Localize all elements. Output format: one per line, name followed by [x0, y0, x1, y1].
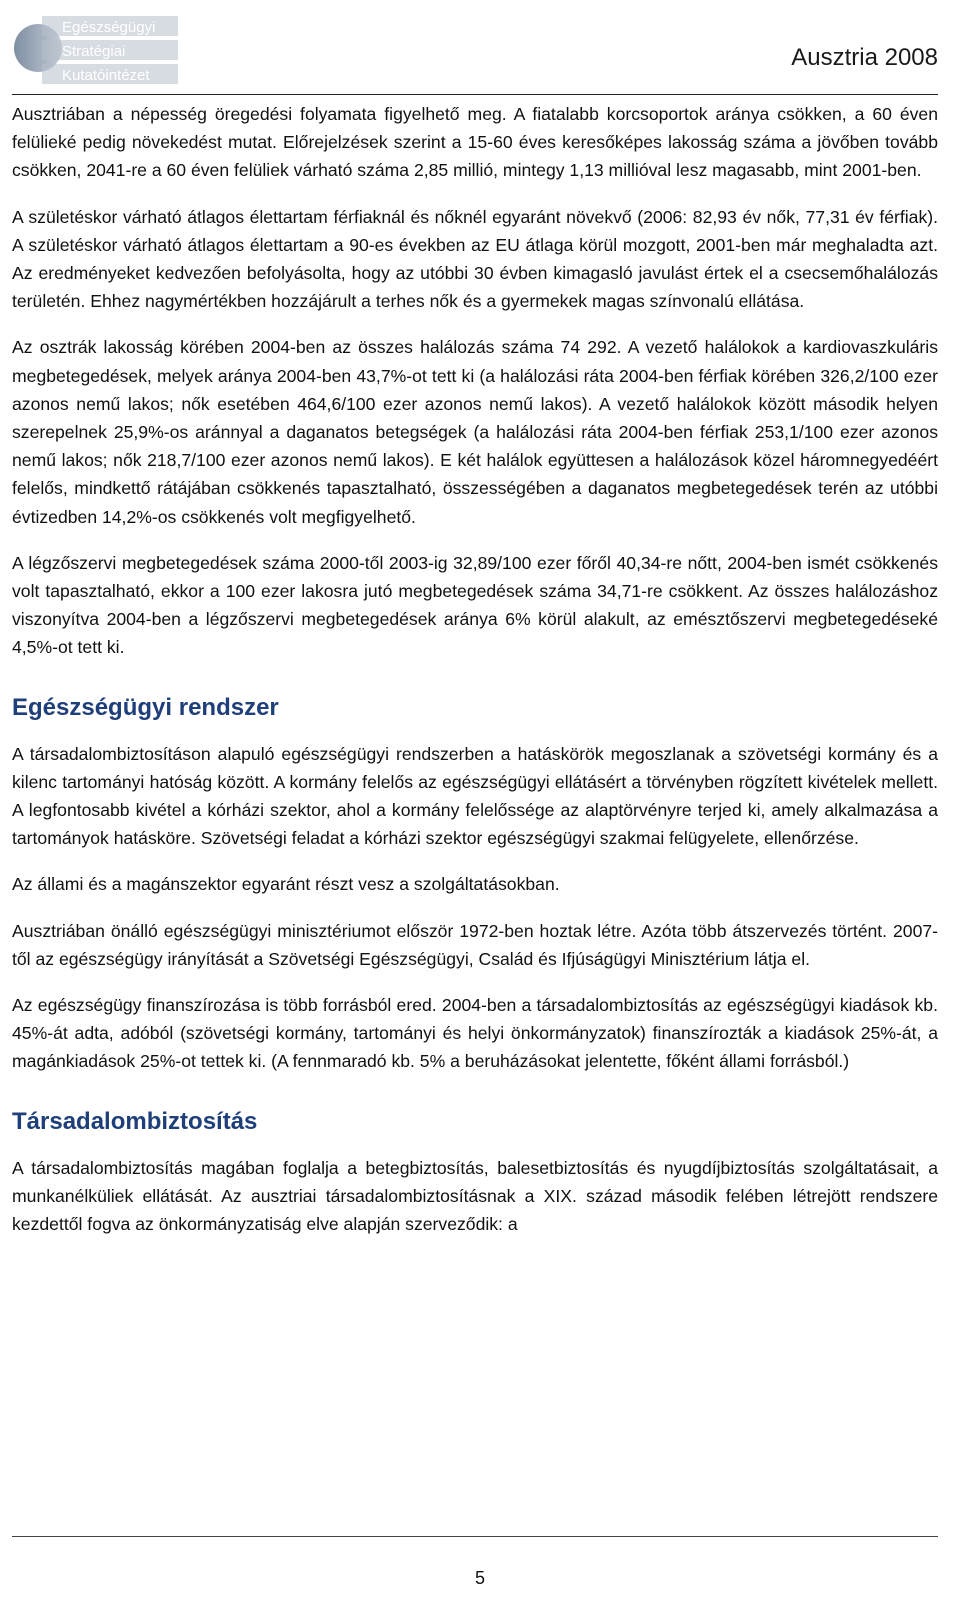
- header-divider: [12, 94, 938, 95]
- logo-line-2: Stratégiai: [62, 43, 126, 60]
- paragraph-health-system-1: A társadalombiztosításon alapuló egészségügyi rendszerben a hatáskörök megoszlanak a szövetségi kormány és a kilenc tartományi hatóság között. A kormány felelős az egészségügyi ellátásért a törvényben rögzített kivételek mellett. A legfontosabb kivétel a kórházi szektor, ahol a kormány felelőssége az alaptörvényre terjed ki, amely alkalmazása a tartományok hatásköre. Szövetségi feladat a kórházi szektor egészségügyi szakmai felügyelete, ellenőrzése.: [12, 743, 938, 849]
- page-number: 5: [474, 1568, 485, 1588]
- section-heading-social-insurance: Társadalombiztosítás: [12, 1107, 258, 1135]
- paragraph-aging: Ausztriában a népesség öregedési folyamata figyelhető meg. A fiatalabb korcsoportok aránya csökken, a 60 éven felülieké pedig növekedést mutat. Előrejelzések szerint a 15-60 éves keresőképes lakosság száma a jövőben tovább csökken, 2041-re a 60 éven felüliek várható száma 2,85 millió, mintegy 1,13 millióval lesz magasabb, mint 2001-ben.: [12, 104, 938, 181]
- header-country-year: Ausztria 2008: [791, 44, 938, 71]
- paragraph-health-system-2: Az állami és a magánszektor egyaránt részt vesz a szolgáltatásokban.: [12, 874, 560, 895]
- document-body: [12, 100, 938, 1256]
- paragraph-health-system-4: Az egészségügy finanszírozása is több forrásból ered. 2004-ben a társadalombiztosítás az egészségügyi kiadások kb. 45%-át adta, adóból (szövetségi kormány, tartományi és helyi önkormányzatok) finanszírozták a kiadások 25%-át, a magánkiadások 25%-ot tettek ki. (A fennmaradó kb. 5% a beruházásokat jelentette, főként állami forrásból.): [12, 995, 938, 1072]
- logo-line-1: Egészségügyi: [62, 19, 156, 36]
- paragraph-social-insurance-1: A társadalombiztosítás magában foglalja a betegbiztosítás, balesetbiztosítás és nyugdíjbiztosítás szolgáltatásait, a munkanélküliek ellátását. Az ausztriai társadalombiztosításnak a XIX. század második felében létrejött rendszere kezdettől fogva az önkormányzatiság elve alapján szerveződik: a: [12, 1157, 938, 1235]
- footer-divider: [12, 1536, 938, 1537]
- logo-line-3: Kutatóintézet: [62, 67, 150, 84]
- institute-logo: [12, 8, 182, 90]
- page-header: [0, 0, 960, 98]
- paragraph-life-expectancy: A születéskor várható átlagos élettartam férfiaknál és nőknél egyaránt növekvő (2006: 82,93 év nők, 77,31 év férfiak). A születéskor várható átlagos élettartam a 90-es években az EU átlaga körül mozgott, 2001-ben már meghaladta azt. Az eredményeket kedvezően befolyásolta, hogy az utóbbi 30 évben kimagasló javulást értek el a csecsemőhalálozás területén. Ehhez nagymértékben hozzájárult a terhes nők és a gyermekek magas színvonalú ellátása.: [12, 206, 938, 312]
- section-heading-health-system: Egészségügyi rendszer: [12, 693, 279, 721]
- paragraph-respiratory: A légzőszervi megbetegedések száma 2000-től 2003-ig 32,89/100 ezer főről 40,34-re nőtt, 2004-ben ismét csökkenés volt tapasztalható, ekkor a 100 ezer lakosra jutó megbetegedések száma 34,71-re csökkent. Az összes halálozáshoz viszonyítva 2004-ben a légzőszervi megbetegedések aránya 6% körül alakult, az emésztőszervi megbetegedéseké 4,5%-ot tett ki.: [12, 552, 938, 658]
- paragraph-health-system-3: Ausztriában önálló egészségügyi minisztériumot először 1972-ben hoztak létre. Azóta több átszervezés történt. 2007-től az egészségügy irányítását a Szövetségi Egészségügyi, Család és Ifjúságügyi Minisztérium látja el.: [12, 920, 938, 969]
- paragraph-mortality: Az osztrák lakosság körében 2004-ben az összes halálozás száma 74 292. A vezető halálokok a kardiovaszkuláris megbetegedések, melyek aránya 2004-ben 43,7%-ot tett ki (a halálozási ráta 2004-ben férfiak körében 326,2/100 ezer azonos nemű lakos; nők esetében 464,6/100 ezer azonos nemű lakos). A vezető halálokok között második helyen szerepelnek 25,9%-os aránnyal a daganatos betegségek (a halálozási ráta 2004-ben férfiak 253,1/100 ezer azonos nemű lakos; nők 218,7/100 ezer azonos nemű lakos). E két halálok együttesen a halálozások közel háromnegyedéért felelős, mindkettő rátájában csökkenés tapasztalható, összességében a daganatos megbetegedések terén az utóbbi évtizedben 14,2%-os csökkenés volt megfigyelhető.: [12, 337, 938, 527]
